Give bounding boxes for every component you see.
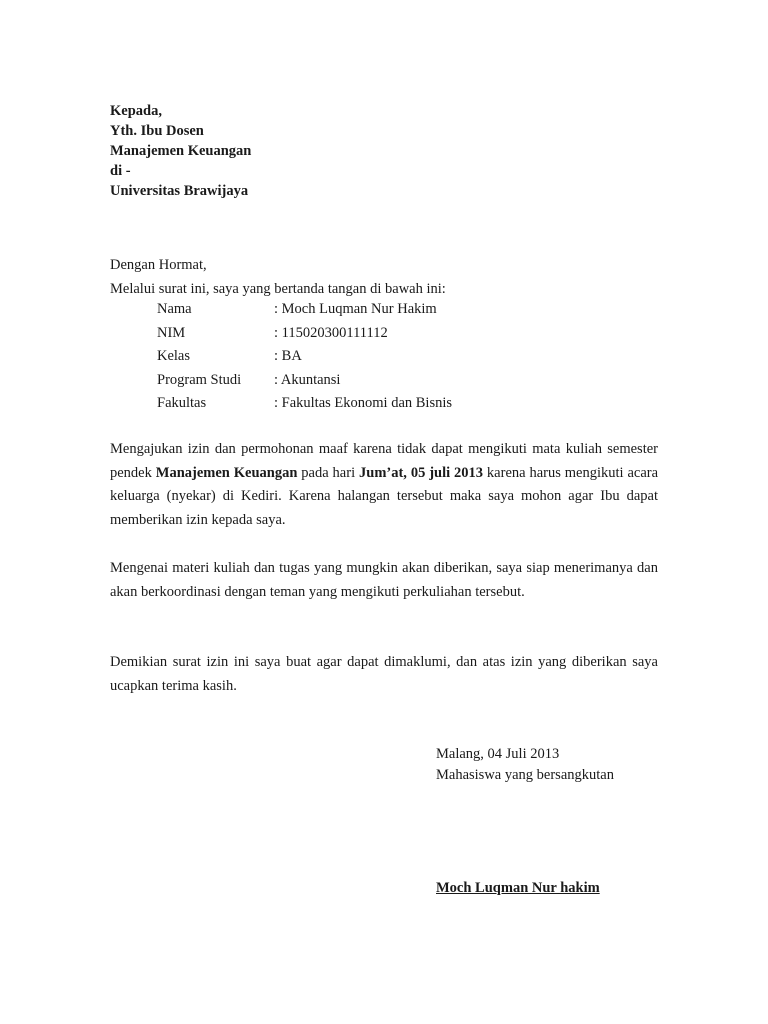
course-name: Manajemen Keuangan <box>155 464 298 481</box>
signer-role: Mahasiswa yang bersangkutan <box>436 767 614 783</box>
detail-value: : Akuntansi <box>274 371 341 388</box>
detail-value: : 115020300111112 <box>274 324 388 341</box>
recipient-line: Manajemen Keuangan <box>110 143 252 159</box>
salutation: Dengan Hormat, <box>110 257 207 273</box>
place-date: Malang, 04 Juli 2013 <box>436 746 560 762</box>
signer-name: Moch Luqman Nur hakim <box>436 880 600 896</box>
detail-label: Nama <box>157 301 192 317</box>
body-paragraph-assignments: Mengenai materi kuliah dan tugas yang mungkin akan diberikan, saya siap menerimanya dan akan berkoordinasi dengan teman yang mengikuti perkuliahan tersebut. <box>110 560 658 600</box>
intro-sentence: Melalui surat ini, saya yang bertanda tangan di bawah ini: <box>110 280 446 297</box>
detail-value: : Moch Luqman Nur Hakim <box>274 301 437 317</box>
detail-row-nim <box>157 322 452 346</box>
student-details <box>157 298 452 416</box>
opening <box>110 254 446 301</box>
detail-label: Kelas <box>157 348 191 365</box>
detail-row-kelas <box>157 345 452 369</box>
paragraph-text: karena harus mengikuti acara keluarga (nyekar) di Kediri. Karena halangan tersebut maka saya mohon agar Ibu dapat memberikan izin kepada saya. <box>110 464 659 528</box>
recipient-line: Yth. Ibu Dosen <box>110 123 204 139</box>
detail-row-fakultas <box>157 392 452 416</box>
paragraph-text: pada hari <box>297 464 359 481</box>
detail-label: NIM <box>157 324 186 341</box>
absence-date: Jum’at, 05 juli 2013 <box>359 464 484 481</box>
detail-value: : Fakultas Ekonomi dan Bisnis <box>274 395 453 412</box>
detail-label: Fakultas <box>157 395 207 412</box>
recipient-line: di - <box>110 163 131 179</box>
paragraph-text: Mengajukan izin dan permohonan maaf karena tidak dapat mengikuti mata kuliah semester pendek <box>110 441 658 481</box>
recipient-address <box>110 101 251 201</box>
closing-block <box>436 744 614 786</box>
detail-value: : BA <box>274 348 302 365</box>
detail-row-program-studi <box>157 369 452 393</box>
recipient-line: Universitas Brawijaya <box>110 183 249 199</box>
body-paragraph-closing: Demikian surat izin ini saya buat agar dapat dimaklumi, dan atas izin yang diberikan saya ucapkan terima kasih. <box>110 654 658 694</box>
recipient-line: Kepada, <box>110 103 162 119</box>
body-paragraph-request <box>110 438 658 532</box>
detail-label: Program Studi <box>157 371 242 388</box>
detail-row-nama <box>157 298 452 322</box>
